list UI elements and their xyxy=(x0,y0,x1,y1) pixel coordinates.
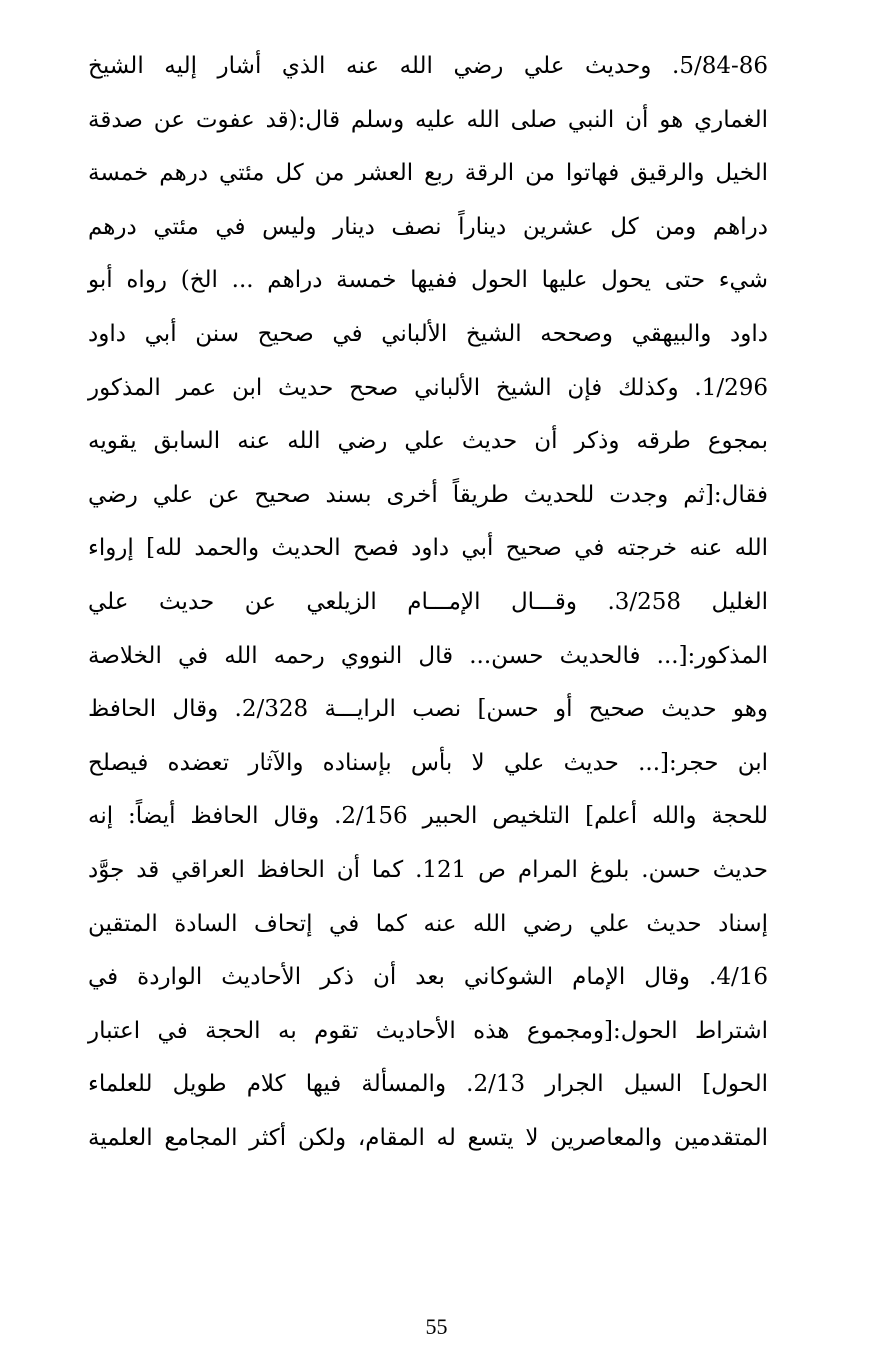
text-line: المذكور:[... فالحديث حسن... قال النووي رحمه الله في الخلاصة xyxy=(88,642,768,669)
text-line: 1/296. وكذلك فإن الشيخ الألباني صحح حديث ابن عمر المذكور xyxy=(88,374,768,401)
text-line: الحول] السيل الجرار 2/13. والمسألة فيها كلام طويل للعلماء xyxy=(88,1071,769,1098)
text-line: وهو حديث صحيح أو حسن] نصب الرايـــة 2/328. وقال الحافظ xyxy=(88,696,768,723)
text-line: 4/16. وقال الإمام الشوكاني بعد أن ذكر الأحاديث الواردة في xyxy=(88,964,768,991)
text-line: حديث حسن. بلوغ المرام ص 121. كما أن الحافظ العراقي قد جوَّد xyxy=(88,856,768,883)
text-line: الغماري هو أن النبي صلى الله عليه وسلم قال:(قد عفوت عن صدقة xyxy=(88,106,768,133)
text-line: 5/84-86. وحديث علي رضي الله عنه الذي أشار إليه الشيخ xyxy=(88,53,768,79)
text-line: إسناد حديث علي رضي الله عنه كما في إتحاف السادة المتقين xyxy=(88,910,768,937)
text-line: ابن حجر:[... حديث علي لا بأس بإسناده والآثار تعضده فيصلح xyxy=(88,749,768,776)
body-text xyxy=(88,40,768,1165)
page-number: 55 xyxy=(425,1314,448,1339)
text-line: فقال:[ثم وجدت للحديث طريقاً أخرى بسند صحيح عن علي رضي xyxy=(88,481,768,508)
text-line: شيء حتى يحول عليها الحول ففيها خمسة دراهم ... الخ) رواه أبو xyxy=(88,267,768,294)
text-line: للحجة والله أعلم] التلخيص الحبير 2/156. وقال الحافظ أيضاً: إنه xyxy=(88,803,768,830)
text-line: اشتراط الحول:[ومجموع هذه الأحاديث تقوم به الحجة في اعتبار xyxy=(88,1017,768,1044)
text-line: دراهم ومن كل عشرين ديناراً نصف دينار وليس في مئتي درهم xyxy=(88,213,768,240)
text-line: الله عنه خرجته في صحيح أبي داود فصح الحديث والحمد لله] إرواء xyxy=(88,535,768,562)
text-line: داود والبيهقي وصححه الشيخ الألباني في صحيح سنن أبي داود xyxy=(88,320,768,347)
text-line: الغليل 3/258. وقـــال الإمـــام الزيلعي عن حديث علي xyxy=(88,588,769,615)
text-line: بمجوع طرقه وذكر أن حديث علي رضي الله عنه السابق يقويه xyxy=(88,428,768,455)
text-line: المتقدمين والمعاصرين لا يتسع له المقام، ولكن أكثر المجامع العلمية xyxy=(88,1124,768,1151)
text-line: الخيل والرقيق فهاتوا من الرقة ربع العشر من كل مئتي درهم خمسة xyxy=(88,160,768,187)
